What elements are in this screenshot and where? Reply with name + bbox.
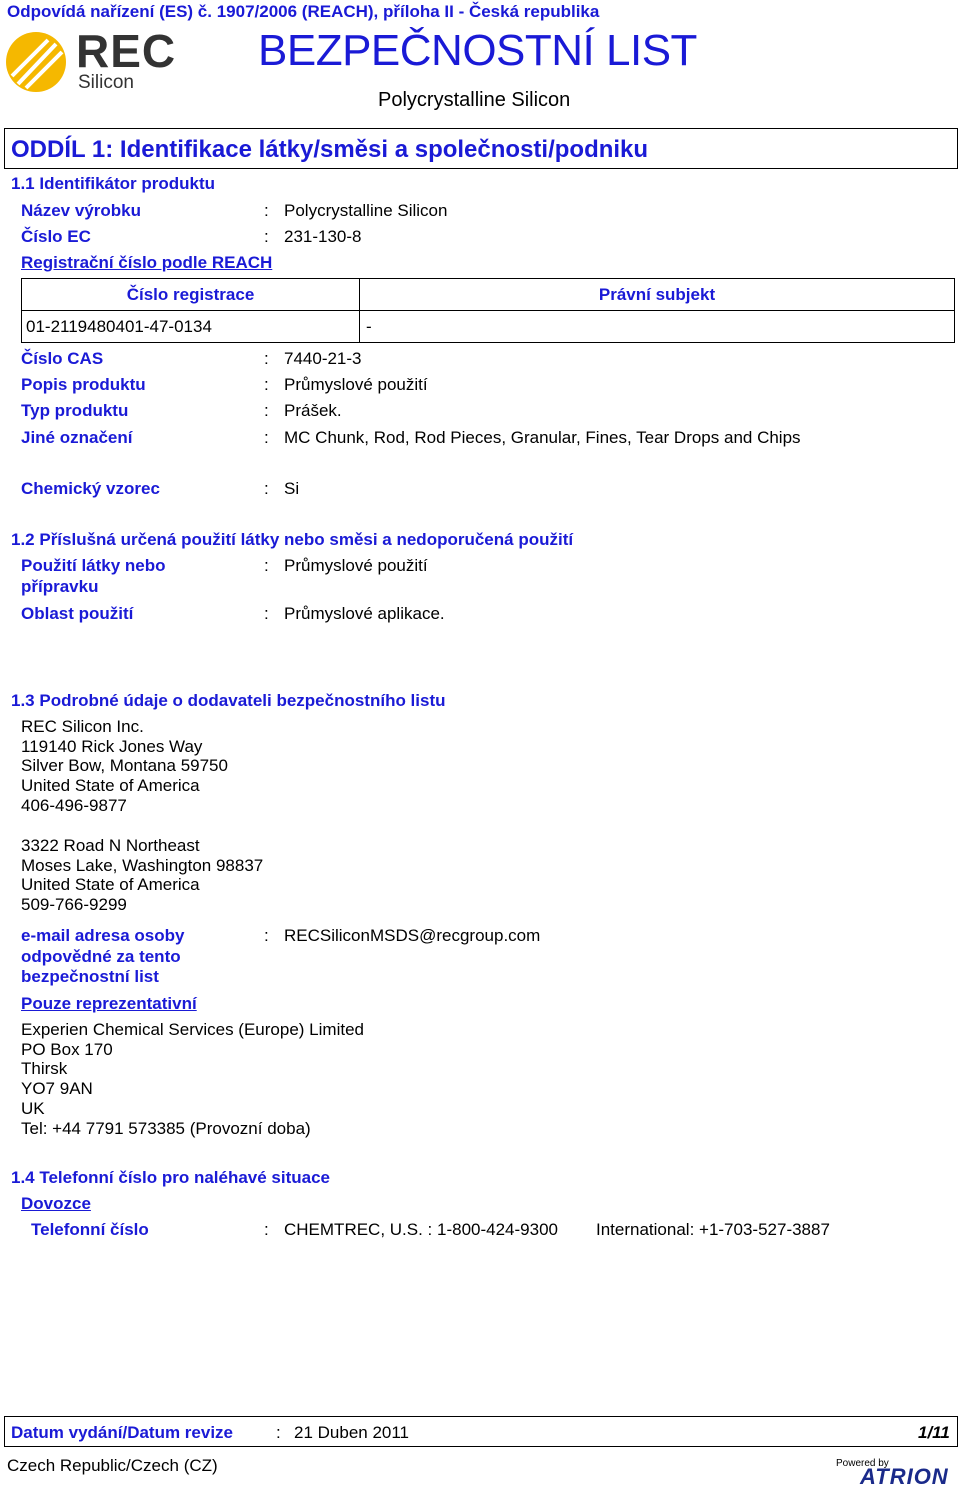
table-header: Právní subjekt <box>360 279 955 311</box>
address-line: 119140 Rick Jones Way <box>21 736 203 756</box>
table-header-row <box>22 279 955 311</box>
colon: : <box>264 201 269 220</box>
other-names-label: Jiné označení <box>21 428 133 447</box>
date-label: Datum vydání/Datum revize <box>11 1423 234 1442</box>
ec-number-label: Číslo EC <box>21 227 91 246</box>
chemical-formula-label: Chemický vzorec <box>21 479 160 498</box>
powered-by: Powered by <box>836 1458 889 1469</box>
colon: : <box>264 1220 269 1239</box>
email-label-line: odpovědné za tento <box>21 946 181 966</box>
date-value: 21 Duben 2011 <box>294 1423 410 1442</box>
address-line: 406-496-9877 <box>21 795 127 815</box>
subsection-1-3-heading: 1.3 Podrobné údaje o dodavateli bezpečnostního listu <box>11 691 446 710</box>
area-of-use-value: Průmyslové aplikace. <box>284 604 445 623</box>
importer-label: Dovozce <box>21 1194 91 1213</box>
reach-label: Registrační číslo podle REACH <box>21 253 273 272</box>
other-names-value: MC Chunk, Rod, Rod Pieces, Granular, Fines, Tear Drops and Chips <box>284 428 801 447</box>
page-number: 1/11 <box>918 1423 950 1442</box>
colon: : <box>264 349 269 368</box>
address-line: REC Silicon Inc. <box>21 717 144 736</box>
email-label-line: bezpečnostní list <box>21 967 159 986</box>
address-line: YO7 9AN <box>21 1079 93 1099</box>
address-line: PO Box 170 <box>21 1039 113 1059</box>
table-row <box>22 311 955 343</box>
atrion-logo: ATRION <box>860 1464 949 1489</box>
representative-label: Pouze reprezentativní <box>21 994 197 1013</box>
regulation-line: Odpovídá nařízení (ES) č. 1907/2006 (REACH), příloha II - Česká republika <box>7 2 600 21</box>
product-name-value: Polycrystalline Silicon <box>284 201 448 220</box>
address-line: Thirsk <box>21 1059 68 1079</box>
address-line: Tel: +44 7791 573385 (Provozní doba) <box>21 1118 311 1138</box>
colon: : <box>264 428 269 447</box>
logo-subtext: Silicon <box>78 72 134 93</box>
logo-text: REC <box>76 25 177 77</box>
ec-number-value: 231-130-8 <box>284 227 362 246</box>
registration-number: 01-2119480401-47-0134 <box>22 311 360 343</box>
phone-international: International: +1-703-527-3887 <box>596 1220 830 1239</box>
product-description-value: Průmyslové použití <box>284 375 428 394</box>
address-line: United State of America <box>21 875 200 895</box>
locale-label: Czech Republic/Czech (CZ) <box>7 1456 218 1475</box>
colon: : <box>264 375 269 394</box>
cas-number-value: 7440-21-3 <box>284 349 362 368</box>
registration-table <box>21 278 955 343</box>
section-heading: ODDÍL 1: Identifikace látky/směsi a společnosti/podniku <box>4 128 958 169</box>
colon: : <box>264 604 269 623</box>
email-label <box>21 926 184 988</box>
address-line: Moses Lake, Washington 98837 <box>21 855 264 875</box>
address-line: UK <box>21 1098 45 1118</box>
colon: : <box>264 556 269 575</box>
supplier-address-2 <box>21 836 263 915</box>
subsection-1-1-heading: 1.1 Identifikátor produktu <box>11 174 216 193</box>
product-name-label: Název výrobku <box>21 201 141 220</box>
area-of-use-label: Oblast použití <box>21 604 134 623</box>
subsection-1-4-heading: 1.4 Telefonní číslo pro naléhavé situace <box>11 1168 331 1187</box>
colon: : <box>264 227 269 246</box>
address-line: Experien Chemical Services (Europe) Limited <box>21 1020 364 1039</box>
supplier-address-1 <box>21 717 228 816</box>
cas-number-label: Číslo CAS <box>21 349 104 368</box>
company-logo <box>4 25 177 98</box>
use-label-line2: přípravku <box>21 577 99 596</box>
subsection-1-2-heading: 1.2 Příslušná určená použití látky nebo směsi a nedoporučená použití <box>11 530 574 549</box>
legal-entity: - <box>360 311 955 343</box>
colon: : <box>264 926 269 945</box>
use-label-line1: Použití látky nebo <box>21 556 166 575</box>
use-value: Průmyslové použití <box>284 556 428 575</box>
email-label-line: e-mail adresa osoby <box>21 926 185 945</box>
product-type-value: Prášek. <box>284 401 342 420</box>
phone-label: Telefonní číslo <box>31 1220 149 1239</box>
chemical-formula-value: Si <box>284 479 300 498</box>
representative-address <box>21 1020 364 1138</box>
email-value[interactable]: RECSiliconMSDS@recgroup.com <box>284 926 541 945</box>
colon: : <box>264 479 269 498</box>
product-subtitle: Polycrystalline Silicon <box>378 89 571 111</box>
product-description-label: Popis produktu <box>21 375 146 394</box>
address-line: 509-766-9299 <box>21 895 127 915</box>
table-header: Číslo registrace <box>22 279 360 311</box>
address-line: 3322 Road N Northeast <box>21 836 200 855</box>
address-line: United State of America <box>21 776 200 796</box>
product-type-label: Typ produktu <box>21 401 129 420</box>
document-title: BEZPEČNOSTNÍ LIST <box>258 26 697 75</box>
phone-value: CHEMTREC, U.S. : 1-800-424-9300 <box>284 1220 558 1239</box>
address-line: Silver Bow, Montana 59750 <box>21 756 228 776</box>
colon: : <box>276 1423 281 1442</box>
colon: : <box>264 401 269 420</box>
